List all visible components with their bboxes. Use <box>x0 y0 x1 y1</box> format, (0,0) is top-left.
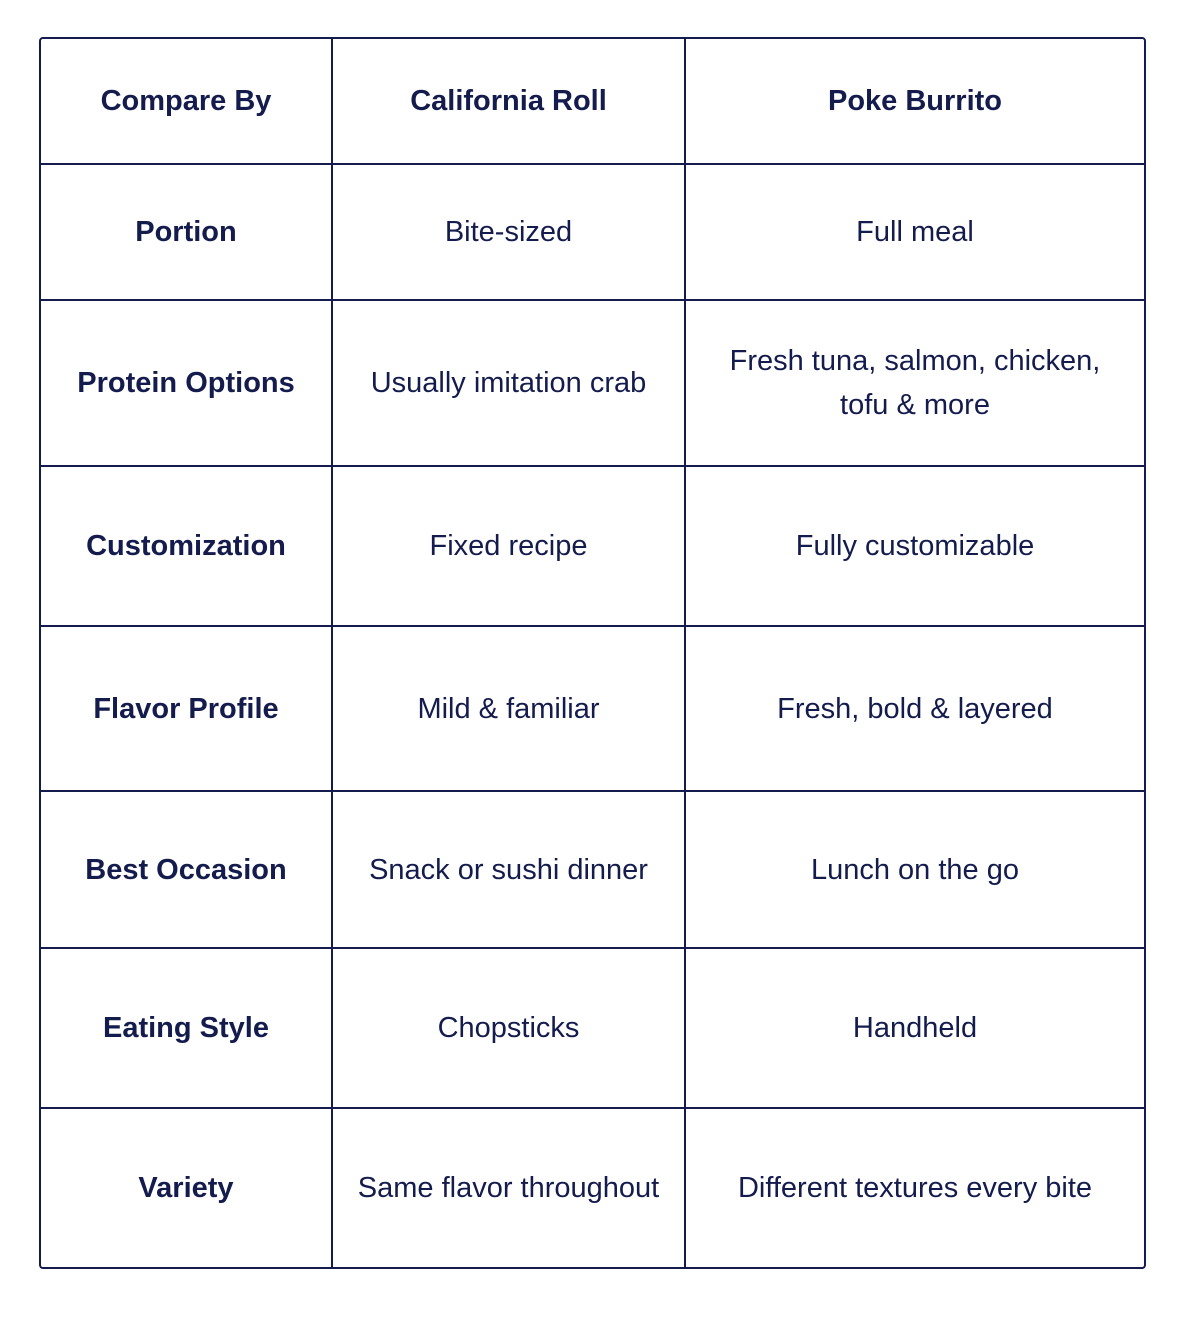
table-header-row <box>41 39 1144 164</box>
header-poke-burrito: Poke Burrito <box>685 39 1144 164</box>
poke-burrito-cell: Full meal <box>685 164 1144 300</box>
header-compare-by: Compare By <box>41 39 332 164</box>
california-roll-cell: Chopsticks <box>332 948 685 1108</box>
table-row <box>41 164 1144 300</box>
table-row <box>41 300 1144 466</box>
table-row <box>41 466 1144 626</box>
california-roll-cell: Same flavor throughout <box>332 1108 685 1267</box>
table-row <box>41 1108 1144 1267</box>
row-label: Portion <box>41 164 332 300</box>
california-roll-cell: Fixed recipe <box>332 466 685 626</box>
row-label: Best Occasion <box>41 791 332 948</box>
poke-burrito-cell: Lunch on the go <box>685 791 1144 948</box>
california-roll-cell: Mild & familiar <box>332 626 685 791</box>
row-label: Variety <box>41 1108 332 1267</box>
table-row <box>41 626 1144 791</box>
row-label: Customization <box>41 466 332 626</box>
table-row <box>41 791 1144 948</box>
california-roll-cell: Bite-sized <box>332 164 685 300</box>
row-label: Protein Options <box>41 300 332 466</box>
table-row <box>41 948 1144 1108</box>
comparison-table <box>39 37 1146 1269</box>
row-label: Flavor Profile <box>41 626 332 791</box>
poke-burrito-cell: Different textures every bite <box>685 1108 1144 1267</box>
poke-burrito-cell: Fresh tuna, salmon, chicken, tofu & more <box>685 300 1144 466</box>
poke-burrito-cell: Fresh, bold & layered <box>685 626 1144 791</box>
row-label: Eating Style <box>41 948 332 1108</box>
header-california-roll: California Roll <box>332 39 685 164</box>
poke-burrito-cell: Handheld <box>685 948 1144 1108</box>
poke-burrito-cell: Fully customizable <box>685 466 1144 626</box>
california-roll-cell: Snack or sushi dinner <box>332 791 685 948</box>
comparison-grid <box>41 39 1144 1267</box>
california-roll-cell: Usually imitation crab <box>332 300 685 466</box>
